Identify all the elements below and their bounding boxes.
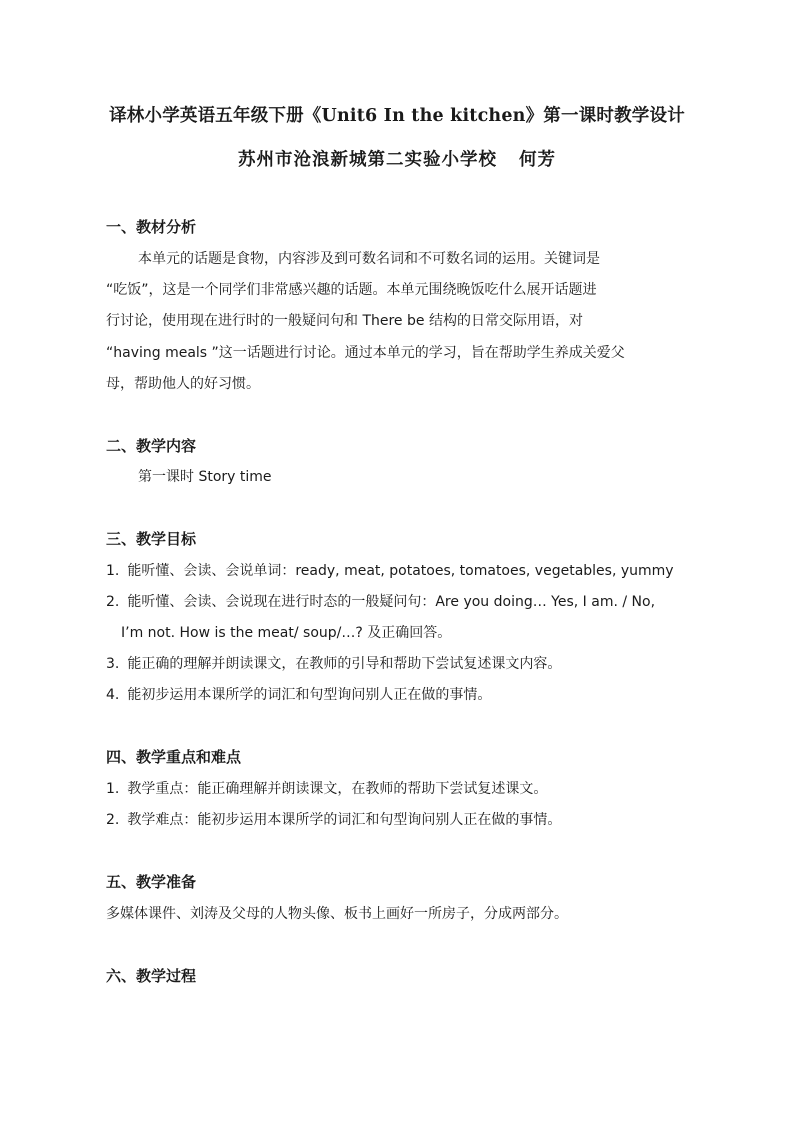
list-text: 能正确的理解并朗读课文，在教师的引导和帮助下尝试复述课文内容。 bbox=[127, 656, 562, 672]
list-item bbox=[106, 809, 561, 829]
paragraph-line: 行讨论，使用现在进行时的一般疑问句和 There be 结构的日常交际用语，对 bbox=[106, 313, 583, 329]
paragraph-line: “吃饭”，这是一个同学们非常感兴趣的话题。本单元围绕晚饭吃什么展开话题进 bbox=[106, 282, 597, 298]
list-item bbox=[106, 591, 655, 611]
list-text: 能初步运用本课所学的词汇和句型询问别人正在做的事情。 bbox=[127, 687, 492, 703]
list-text: 能听懂、会读、会说现在进行时态的一般疑问句：Are you doing… Yes, I am. / No, bbox=[127, 594, 656, 610]
list-text: 能听懂、会读、会说单词：ready, meat, potatoes, tomatoes, vegetables, yummy bbox=[127, 563, 674, 579]
paragraph-line: 第一课时 Story time bbox=[138, 469, 272, 485]
list-item bbox=[106, 778, 547, 798]
section-heading: 二、教学内容 bbox=[106, 437, 197, 455]
paragraph-line: 多媒体课件、刘涛及父母的人物头像、板书上画好一所房子，分成两部分。 bbox=[106, 906, 568, 922]
list-item-continuation: I’m not. How is the meat/ soup/…? 及正确回答。 bbox=[121, 625, 452, 641]
list-number: 2. bbox=[106, 594, 120, 610]
list-item bbox=[106, 653, 561, 673]
author-name: 何芳 bbox=[519, 150, 556, 170]
list-item bbox=[106, 684, 491, 704]
list-text: 教学难点：能初步运用本课所学的词汇和句型询问别人正在做的事情。 bbox=[127, 812, 562, 828]
section-heading: 三、教学目标 bbox=[106, 530, 197, 548]
author-line bbox=[0, 146, 794, 171]
list-item bbox=[106, 560, 674, 580]
list-number: 1. bbox=[106, 781, 120, 797]
list-text: 教学重点：能正确理解并朗读课文，在教师的帮助下尝试复述课文。 bbox=[127, 781, 548, 797]
section-heading: 一、教材分析 bbox=[106, 218, 197, 236]
list-number: 3. bbox=[106, 656, 120, 672]
section-heading: 六、教学过程 bbox=[106, 967, 197, 985]
paragraph-line: 本单元的话题是食物，内容涉及到可数名词和不可数名词的运用。关键词是 bbox=[138, 251, 600, 267]
section-heading: 四、教学重点和难点 bbox=[106, 748, 242, 766]
section-heading: 五、教学准备 bbox=[106, 873, 197, 891]
paragraph-line: 母，帮助他人的好习惯。 bbox=[106, 376, 260, 392]
list-number: 2. bbox=[106, 812, 120, 828]
document-title: 译林小学英语五年级下册《Unit6 In the kitchen》第一课时教学设计 bbox=[109, 106, 685, 126]
list-number: 1. bbox=[106, 563, 120, 579]
school-name: 苏州市沧浪新城第二实验小学校 bbox=[238, 150, 497, 170]
list-number: 4. bbox=[106, 687, 120, 703]
paragraph-line: “having meals ”这一话题进行讨论。通过本单元的学习，旨在帮助学生养成关爱父 bbox=[106, 345, 625, 361]
